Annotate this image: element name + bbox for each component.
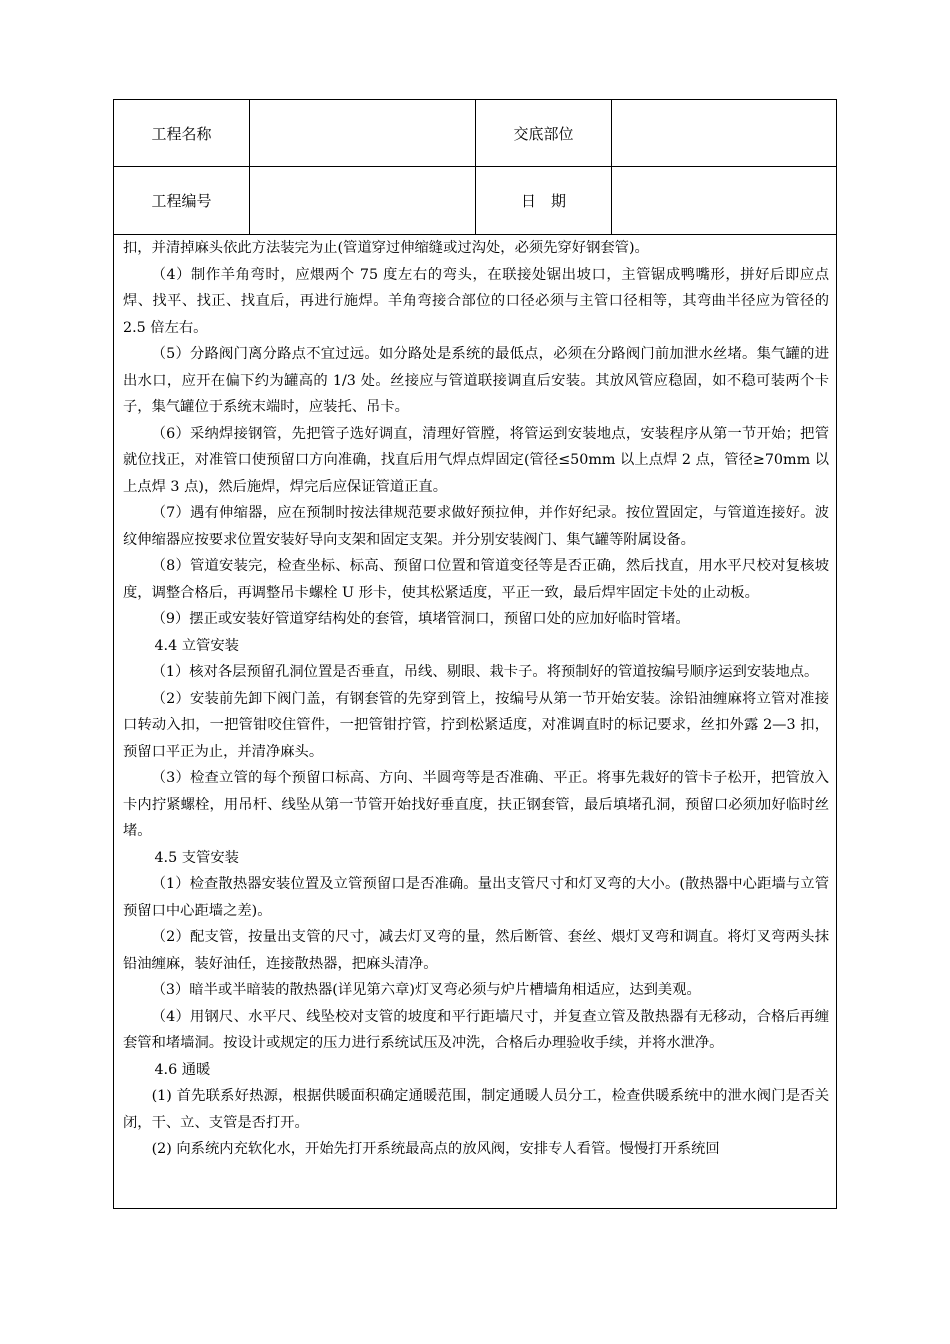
paragraph: （7）遇有伸缩器，应在预制时按法律规范要求做好预拉伸，并作好纪录。按位置固定，与管道连接好。波纹伸缩器应按要求位置安装好导向支架和固定支架。并分别安装阀门、集气罐等附属设备。: [123, 505, 829, 548]
paragraph: （2）配支管，按量出支管的尺寸，减去灯叉弯的量，然后断管、套丝、煨灯叉弯和调直。将灯叉弯两头抹铅油缠麻，装好油任，连接散热器，把麻头清净。: [123, 929, 829, 972]
date-value: [612, 167, 836, 234]
paragraph: （8）管道安装完，检查坐标、标高、预留口位置和管道变径等是否正确，然后找直，用水平尺校对复核坡度，调整合格后，再调整吊卡螺栓 U 形卡，使其松紧适度，平正一致，最后焊牢固定卡处的止动板。: [123, 558, 829, 601]
project-no-value: [250, 167, 476, 234]
location-label: 交底部位: [476, 100, 612, 166]
paragraph: （4）用钢尺、水平尺、线坠校对支管的坡度和平行距墙尺寸，并复查立管及散热器有无移动，合格后再缠套管和堵墙洞。按设计或规定的压力进行系统试压及冲洗，合格后办理验收手续，并将水泄净。: [123, 1008, 829, 1051]
project-name-label: 工程名称: [114, 100, 250, 166]
paragraph: (2) 向系统内充软化水，开始先打开系统最高点的放风阀，安排专人看管。慢慢打开系统回: [151, 1141, 720, 1157]
paragraph: （3）暗半或半暗装的散热器(详见第六章)灯叉弯必须与炉片槽墙角相适应，达到美观。: [151, 982, 701, 998]
paragraph: (1) 首先联系好热源，根据供暖面积确定通暖范围，制定通暖人员分工，检查供暖系统中的泄水阀门是否关闭，干、立、支管是否打开。: [123, 1088, 829, 1131]
disclosure-form: [113, 99, 837, 1209]
paragraph: （6）采纳焊接钢管，先把管子选好调直，清理好管膛，将管运到安装地点，安装程序从第一节开始；把管就位找正，对准管口使预留口方向准确，找直后用气焊点焊固定(管径≤50mm 以上点焊 2 点，管径≥70mm 以上点焊 3 点)，然后施焊，焊完后应保证管道正直。: [123, 425, 829, 495]
project-no-label: 工程编号: [114, 167, 250, 234]
paragraph: （5）分路阀门离分路点不宜过远。如分路处是系统的最低点，必须在分路阀门前加泄水丝堵。集气罐的进出水口，应开在偏下约为罐高的 1/3 处。丝接应与管道联接调直后安装。其放风管应稳固，如不稳可装两个卡子，集气罐位于系统末端时，应装托、吊卡。: [123, 346, 829, 415]
project-name-value: [250, 100, 476, 166]
paragraph: （9）摆正或安装好管道穿结构处的套管，填堵管洞口，预留口处的应加好临时管堵。: [151, 611, 690, 627]
section-heading: 4.6 通暖: [154, 1061, 211, 1078]
paragraph: （4）制作羊角弯时，应煨两个 75 度左右的弯头，在联接处锯出坡口，主管锯成鸭嘴形，拼好后即应点焊、找平、找正、找直后，再进行施焊。羊角弯接合部位的口径必须与主管口径相等，其弯曲半径应为管径的 2.5 倍左右。: [123, 266, 829, 336]
content-body: [114, 235, 836, 1163]
paragraph: 扣，并清掉麻头依此方法装完为止(管道穿过伸缩缝或过沟处，必须先穿好钢套管)。: [123, 240, 649, 256]
section-heading: 4.5 支管安装: [154, 849, 239, 866]
paragraph: （1）检查散热器安装位置及立管预留口是否准确。量出支管尺寸和灯叉弯的大小。(散热器中心距墙与立管预留口中心距墙之差)。: [123, 876, 829, 919]
header-row-1: [114, 100, 836, 167]
paragraph: （1）核对各层预留孔洞位置是否垂直，吊线、剔眼、栽卡子。将预制好的管道按编号顺序运到安装地点。: [151, 664, 819, 680]
paragraph: （3）检查立管的每个预留口标高、方向、半圆弯等是否准确、平正。将事先栽好的管卡子松开，把管放入卡内拧紧螺栓，用吊杆、线坠从第一节管开始找好垂直度，扶正钢套管，最后填堵孔洞，预留口必须加好临时丝堵。: [123, 770, 829, 839]
header-row-2: [114, 167, 836, 235]
location-value: [612, 100, 836, 166]
date-label: 日 期: [476, 167, 612, 234]
paragraph: （2）安装前先卸下阀门盖，有钢套管的先穿到管上，按编号从第一节开始安装。涂铅油缠麻将立管对准接口转动入扣，一把管钳咬住管件，一把管钳拧管，拧到松紧适度，对准调直时的标记要求，丝扣外露 2—3 扣，预留口平正为止，并清净麻头。: [123, 690, 829, 760]
section-heading: 4.4 立管安装: [154, 637, 239, 654]
